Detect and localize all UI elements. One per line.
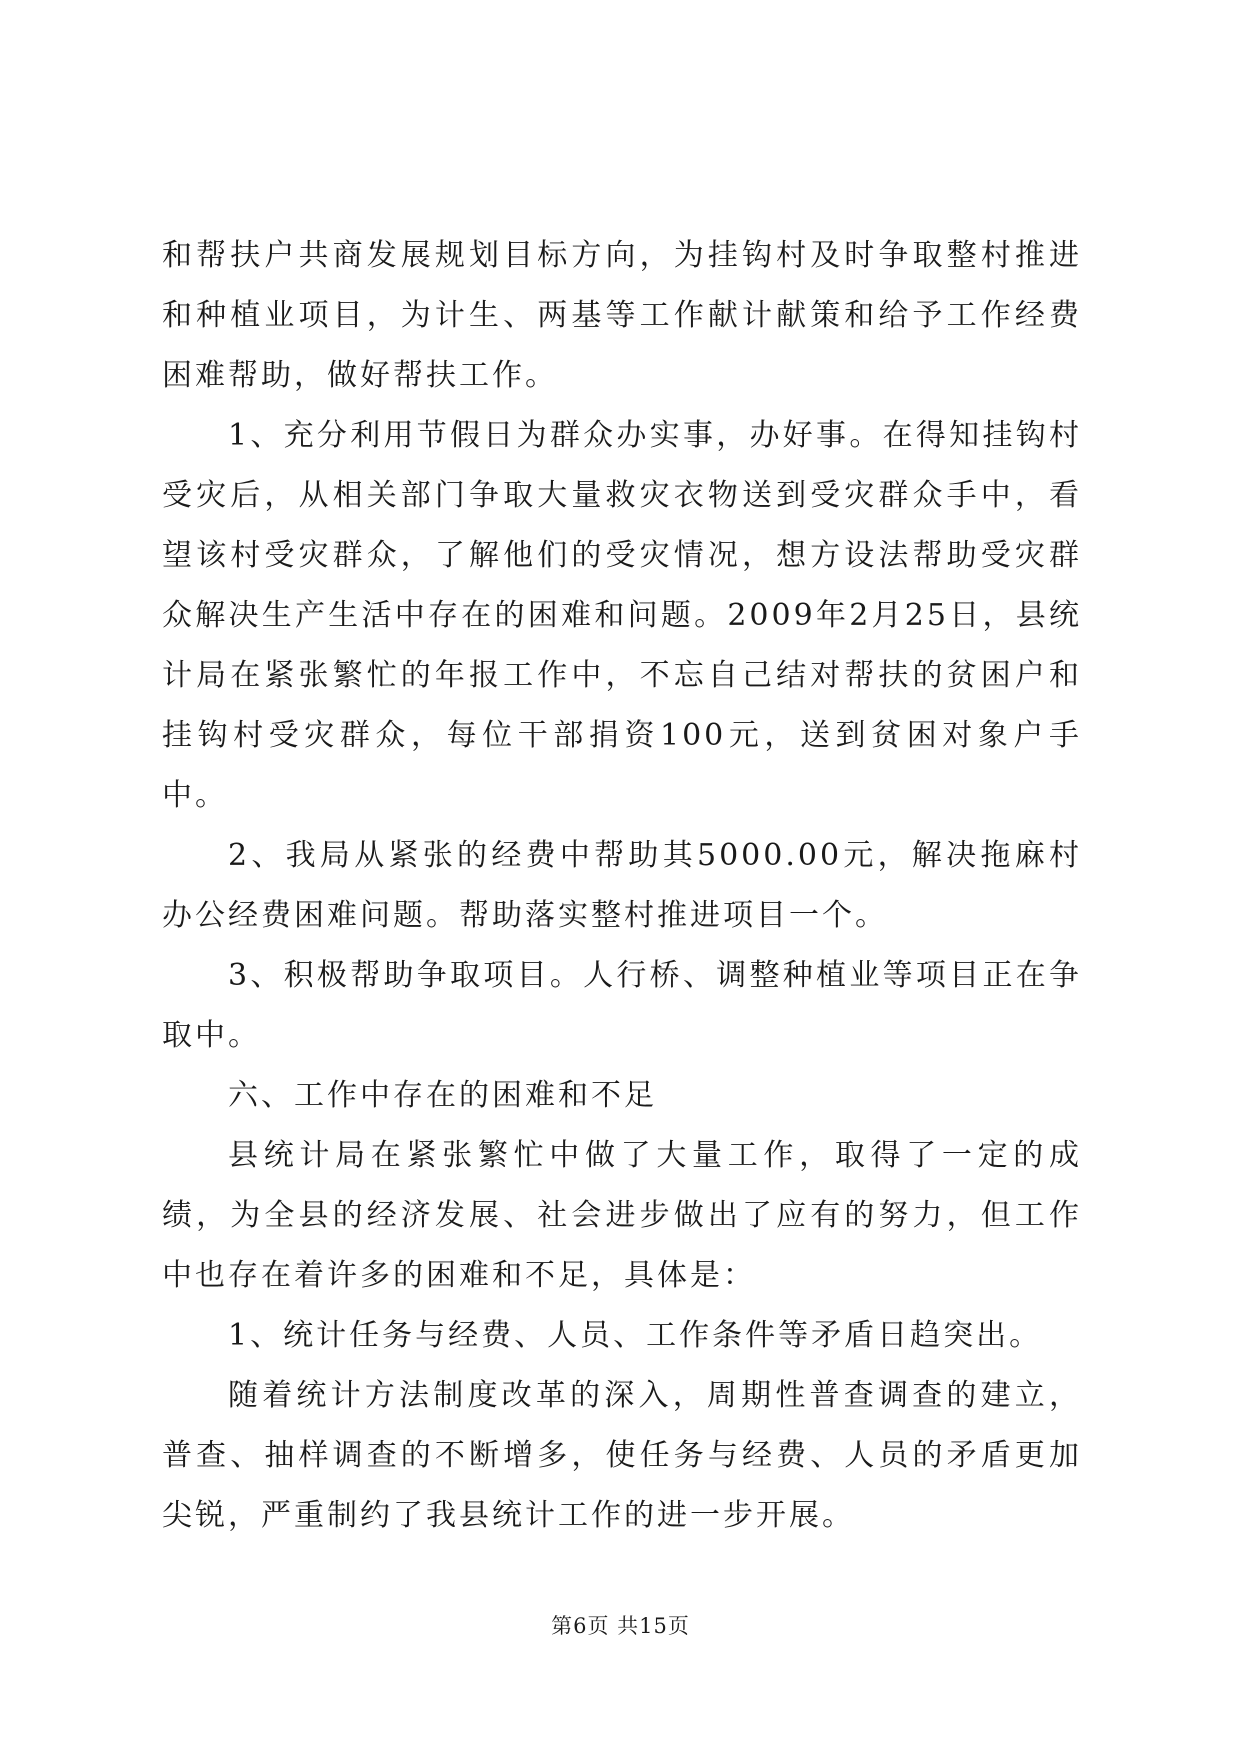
document-body — [162, 226, 1082, 1546]
section-heading: 六、工作中存在的困难和不足 — [228, 1078, 657, 1113]
page-number-footer: 第6页 共15页 — [551, 1614, 690, 1638]
paragraph-item-3: 3、积极帮助争取项目。人行桥、调整种植业等项目正在争取中。 — [162, 958, 1082, 1053]
paragraph-point-1: 1、统计任务与经费、人员、工作条件等矛盾日趋突出。 — [228, 1318, 1043, 1353]
paragraph-item-1: 1、充分利用节假日为群众办实事，办好事。在得知挂钩村受灾后，从相关部门争取大量救灾衣物送到受灾群众手中，看望该村受灾群众，了解他们的受灾情况，想方设法帮助受灾群众解决生产生活中存在的困难和问题。2009年2月25日，县统计局在紧张繁忙的年报工作中，不忘自己结对帮扶的贫困户和挂钩村受灾群众，每位干部捐资100元，送到贫困对象户手中。 — [162, 418, 1082, 813]
paragraph-item-2: 2、我局从紧张的经费中帮助其5000.00元，解决拖麻村办公经费困难问题。帮助落实整村推进项目一个。 — [162, 838, 1082, 933]
paragraph-continuation: 和帮扶户共商发展规划目标方向，为挂钩村及时争取整村推进和种植业项目，为计生、两基等工作献计献策和给予工作经费困难帮助，做好帮扶工作。 — [162, 238, 1082, 393]
paragraph-detail: 随着统计方法制度改革的深入，周期性普查调查的建立，普查、抽样调查的不断增多，使任务与经费、人员的矛盾更加尖锐，严重制约了我县统计工作的进一步开展。 — [162, 1378, 1082, 1533]
paragraph-intro: 县统计局在紧张繁忙中做了大量工作，取得了一定的成绩，为全县的经济发展、社会进步做出了应有的努力，但工作中也存在着许多的困难和不足，具体是： — [162, 1138, 1082, 1293]
